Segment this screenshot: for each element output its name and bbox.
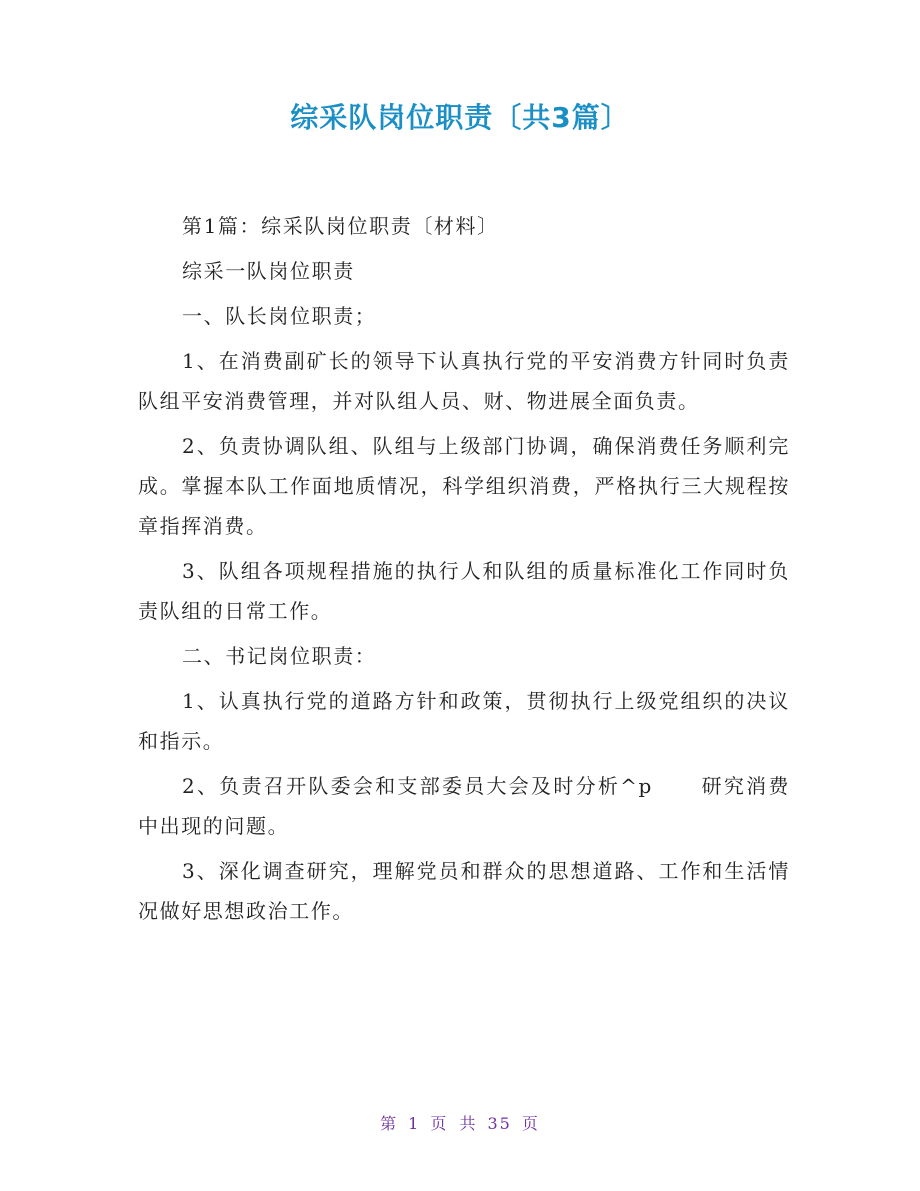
footer-prefix: 第 (380, 1114, 399, 1133)
duty-heading-secretary: 二、书记岗位职责： (182, 644, 377, 668)
duty-item-text-before-gap: 2、负责召开队委会和支部委员大会及时分析^p (182, 774, 653, 798)
duty-item: 1、认真执行党的道路方针和政策，贯彻执行上级党组织的决议和指示。 (138, 689, 790, 753)
subsection-heading: 综采一队岗位职责 (182, 259, 355, 283)
duty-item: 3、深化调查研究，理解党员和群众的思想道路、工作和生活情况做好思想政治工作。 (138, 859, 790, 923)
duty-item (138, 766, 790, 846)
duty-item: 1、在消费副矿长的领导下认真执行党的平安消费方针同时负责队组平安消费管理，并对队组人员、财、物进展全面负责。 (138, 349, 790, 413)
footer-suffix: 页 (521, 1114, 540, 1133)
document-title: 综采队岗位职责〔共3篇〕 (290, 101, 630, 134)
duty-item: 2、负责协调队组、队组与上级部门协调，确保消费任务顺利完成。掌握本队工作面地质情况，科学组织消费，严格执行三大规程按章指挥消费。 (138, 434, 790, 538)
duty-item-text-after-gap: 研究消费中出现的问题。 (138, 774, 790, 838)
footer-middle: 页 共 (430, 1114, 478, 1133)
duty-item: 3、队组各项规程措施的执行人和队组的质量标准化工作同时负责队组的日常工作。 (138, 559, 790, 623)
current-page-number: 1 (408, 1114, 421, 1133)
section-heading: 第1篇：综采队岗位职责〔材料〕 (182, 214, 499, 238)
document-body (138, 206, 790, 936)
duty-heading-captain: 一、队长岗位职责； (182, 304, 377, 328)
total-page-count: 35 (487, 1114, 512, 1133)
page-footer (0, 1112, 920, 1136)
